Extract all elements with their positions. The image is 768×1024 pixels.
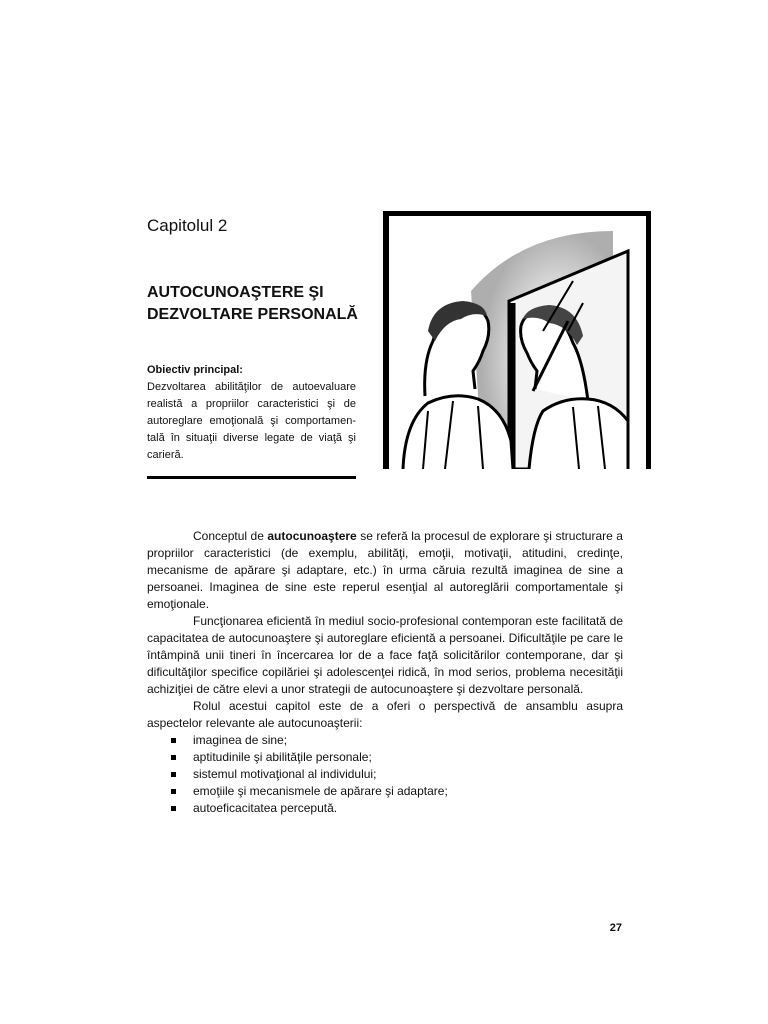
- bullet-icon: [171, 806, 176, 811]
- chapter-title-line-2: DEZVOLTARE PERSONALĂ: [147, 306, 358, 323]
- body-text: [147, 528, 623, 817]
- objective-text: Dezvoltarea abilităţilor de autoevaluare realistă a propriilor caracteristici şi de autoreglare emoţională şi comportamen-tală în situaţii diverse legate de viaţă şi carieră.: [147, 381, 356, 461]
- list-item: [147, 749, 623, 766]
- paragraph-2: Funcţionarea eficientă în mediul socio-profesional contemporan este facilitată de capacitatea de autocunoaştere şi autoreglare eficientă a persoanei. Dificultăţile pe care le întâmpină unii tineri în încercarea lor de a face faţă solicitărilor contemporane, dar şi dificultăţilor specifice copilăriei şi adolescenţei ridică, în mod serios, problema necesităţii achiziţiei de către elevi a unor strategii de autocunoaştere şi dezvoltare personală.: [147, 614, 623, 696]
- list-item-text: emoţiile şi mecanismele de apărare şi adaptare;: [193, 784, 448, 798]
- page-number: 27: [609, 922, 622, 934]
- chapter-title: [147, 282, 387, 326]
- paragraph-1-start: Conceptul de: [193, 529, 268, 543]
- list-item-text: sistemul motivaţional al individului;: [193, 767, 377, 781]
- paragraph-3: Rolul acestui capitol este de a oferi o perspectivă de ansamblu asupra aspectelor relevante ale autocunoaşterii:: [147, 699, 623, 730]
- list-item-text: autoeficacitatea percepută.: [193, 801, 338, 815]
- chapter-title-line-1: AUTOCUNOAŞTERE ŞI: [147, 284, 324, 301]
- objective-block: [147, 362, 356, 464]
- chapter-label: Capitolul 2: [147, 216, 228, 235]
- list-item-text: imaginea de sine;: [193, 733, 288, 747]
- bullet-icon: [171, 789, 176, 794]
- list-item: [147, 766, 623, 783]
- bullet-icon: [171, 772, 176, 777]
- list-item-text: aptitudinile şi abilităţile personale;: [193, 750, 372, 764]
- list-item: [147, 783, 623, 800]
- bullet-icon: [171, 738, 176, 743]
- mirror-illustration: [383, 211, 651, 469]
- bullet-icon: [171, 755, 176, 760]
- mirror-illustration-image: [383, 211, 651, 469]
- list-item: [147, 732, 623, 749]
- paragraph-1-bold-term: autocunoaştere: [267, 529, 357, 543]
- section-divider: [147, 476, 356, 479]
- list-item: [147, 800, 623, 817]
- paragraph-1-rest: se referă la procesul de explorare şi structurare a propriilor caracteristici (de exemplu, abilităţi, emoţii, motivaţii, atitudini, credinţe, mecanisme de apărare şi adaptare, etc.) în urma căruia rezultă imaginea de sine a persoanei. Imaginea de sine este reperul esenţial al autoreglării comportamentale şi emoţionale.: [147, 529, 623, 611]
- objective-label: Obiectiv principal:: [147, 364, 243, 376]
- paragraph-1: [147, 528, 623, 613]
- bullet-list: [147, 732, 623, 817]
